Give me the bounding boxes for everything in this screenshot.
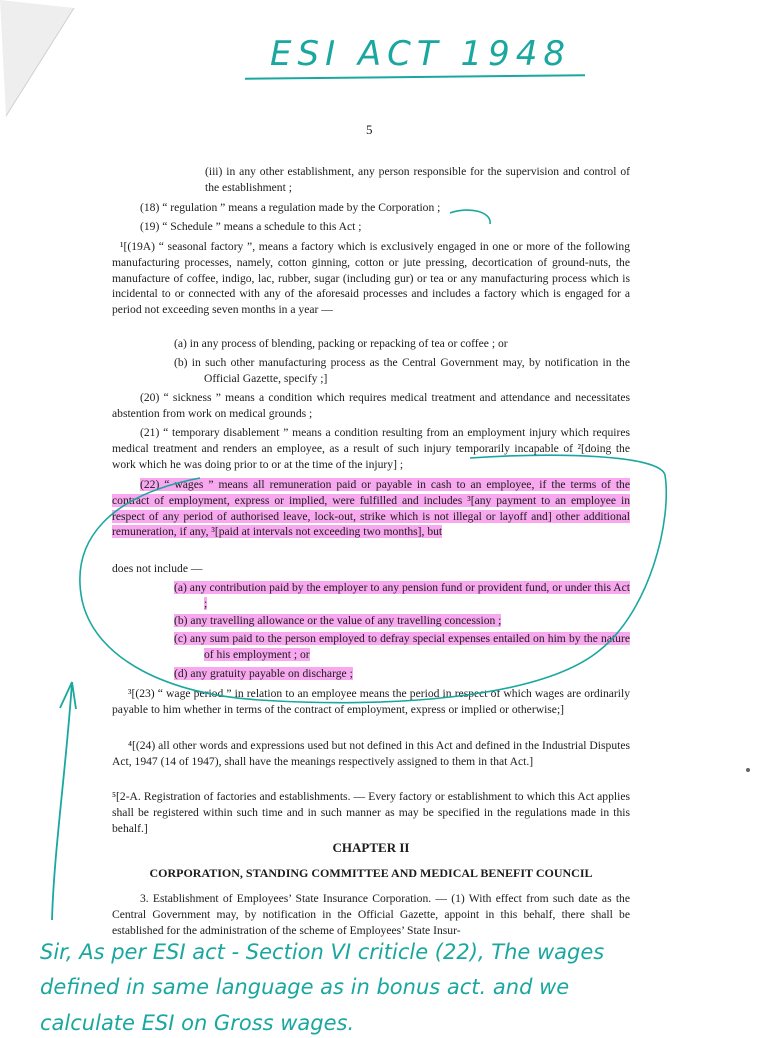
chapter-heading: CHAPTER II xyxy=(332,840,410,855)
page-number: 5 xyxy=(366,122,373,137)
exclusion-c-highlight: (c) any sum paid to the person employed to defray special expenses entailed on him by the nature of his employment ; or xyxy=(174,632,630,661)
handwritten-note-line-1: Sir, As per ESI act - Section VI criticle (22), The wages xyxy=(40,940,605,964)
handwritten-note-line-2: defined in same language as in bonus act. and we xyxy=(40,975,570,999)
clause-21: (21) “ temporary disablement ” means a condition resulting from an employment injury which requires medical treatment and renders an employee, as a result of such injury temporarily incapable of ²[doing the work which he was doing prior to or at the time of the injury] ; xyxy=(112,426,630,471)
exclusion-a-highlight: (a) any contribution paid by the employer to any pension fund or provident fund, or under this Act ; xyxy=(174,581,630,610)
clause-23: ³[(23) “ wage period ” in relation to an employee means the period in respect of which wages are ordinarily payable to him whether in terms of the contract of employment, express or implied or otherwise;] xyxy=(112,687,630,716)
clause-18: (18) “ regulation ” means a regulation made by the Corporation ; xyxy=(140,201,441,214)
section-3: 3. Establishment of Employees’ State Insurance Corporation. — (1) With effect from such date as the Central Government may, by notification in the Official Gazette, appoint in this behalf, there shall be established for the administration of the scheme of Employees’ State Insur- xyxy=(112,892,630,937)
wages-definition-highlight: (22) “ wages ” means all remuneration paid or payable in cash to an employee, if the terms of the contract of employment, express or implied, were fulfilled and includes ³[any payment to an employee in respect of any period of authorised leave, lock-out, strike which is not illegal or layoff and] other additional remuneration, if any, ³[paid at intervals not exceeding two months], but xyxy=(112,478,630,539)
clause-20: (20) “ sickness ” means a condition which requires medical treatment and attendance and necessitates abstention from work on medical grounds ; xyxy=(112,391,630,420)
exclusion-b-highlight: (b) any travelling allowance or the value of any travelling concession ; xyxy=(174,614,502,627)
handwritten-title: ESI ACT 1948 xyxy=(270,34,572,74)
clause-19a: ¹[(19A) “ seasonal factory ”, means a factory which is exclusively engaged in one or more of the following manufacturing processes, namely, cotton ginning, cotton or jute pressing, decortication of ground-nuts, the manufacture of coffee, indigo, lac, rubber, sugar (including gur) or tea or any manufacturing process which is incidental to or connected with any of the aforesaid processes and includes a factory which is engaged for a period not exceeding seven months in a year — xyxy=(112,240,630,317)
clause-24: ⁴[(24) all other words and expressions used but not defined in this Act and defined in the Industrial Disputes Act, 1947 (14 of 1947), shall have the meanings respectively assigned to them in that Act.] xyxy=(112,739,630,768)
clause-19: (19) “ Schedule ” means a schedule to this Act ; xyxy=(140,220,362,233)
wages-circle-annotation xyxy=(80,210,666,703)
clause-iii: (iii) in any other establishment, any person responsible for the supervision and control of the establishment ; xyxy=(205,165,630,194)
section-2a: ⁵[2-A. Registration of factories and establishments. — Every factory or establishment to which this Act applies shall be registered within such time and in such manner as may be specified in the regulations made in this behalf.] xyxy=(112,790,630,835)
clause-19a-a: (a) in any process of blending, packing or repacking of tea or coffee ; or xyxy=(174,337,508,350)
chapter-title: CORPORATION, STANDING COMMITTEE AND MEDICAL BENEFIT COUNCIL xyxy=(149,866,593,880)
clause-22-exclusion-intro: does not include — xyxy=(112,562,203,575)
pointer-arrow-icon xyxy=(52,682,76,920)
handwritten-note-line-3: calculate ESI on Gross wages. xyxy=(40,1011,355,1035)
exclusion-d-highlight: (d) any gratuity payable on discharge ; xyxy=(174,667,353,680)
clause-19a-b: (b) in such other manufacturing process as the Central Government may, by notification in the Official Gazette, specify ;] xyxy=(174,356,630,385)
